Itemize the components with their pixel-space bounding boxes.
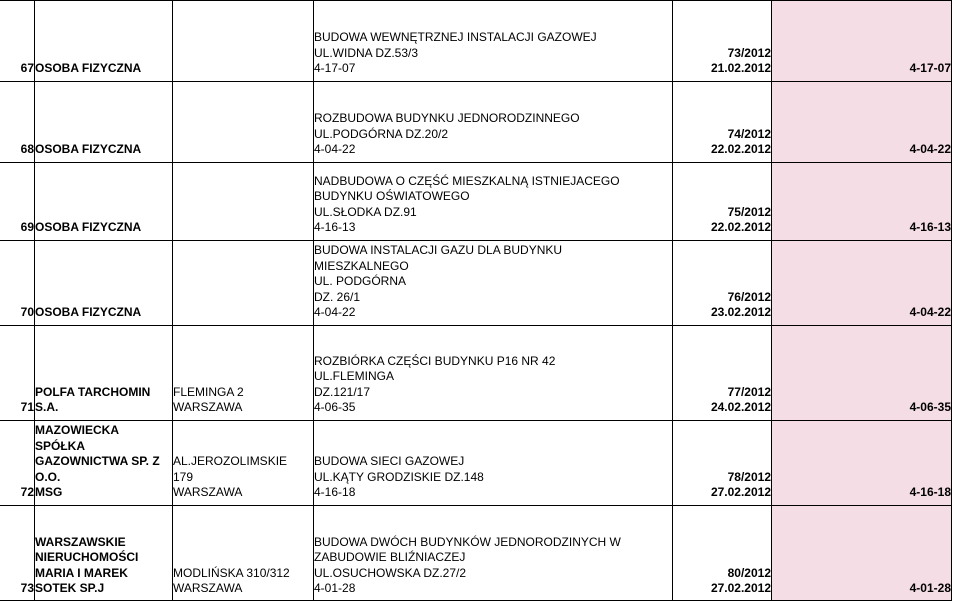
investor-cell-lines	[35, 385, 172, 416]
investor-cell-lines	[35, 61, 172, 77]
row-divider	[0, 240, 952, 241]
entry-number	[0, 420, 34, 505]
investor-cell	[35, 162, 172, 240]
address-cell	[173, 81, 313, 162]
investor-cell-line: SOTEK SP.J	[35, 581, 105, 596]
subject-cell	[314, 505, 672, 601]
subject-cell	[314, 420, 672, 505]
investor-cell-line: OSOBA FIZYCZNA	[35, 220, 142, 235]
subject-cell	[314, 0, 672, 81]
application-date	[673, 81, 771, 162]
address-cell	[173, 505, 313, 601]
subject-cell-lines	[314, 535, 672, 597]
address-cell-line: 179	[173, 469, 194, 484]
subject-cell-line: 4-16-18	[314, 485, 356, 500]
decision-cell	[772, 240, 951, 325]
subject-cell-line: 4-04-22	[314, 305, 356, 320]
decision-cell	[772, 81, 951, 162]
column-divider	[771, 0, 772, 601]
subject-cell-line: ROZBUDOWA BUDYNKU JEDNORODZINNEGO	[314, 111, 580, 126]
application-number-value: 75/2012	[727, 204, 771, 219]
investor-cell-line: GAZOWNICTWA SP. Z	[35, 454, 160, 469]
subject-cell-line: NADBUDOWA O CZĘŚĆ MIESZKALNĄ ISTNIEJACEGO	[314, 173, 620, 188]
investor-cell	[35, 240, 172, 325]
application-date-value: 24.02.2012	[710, 400, 771, 415]
application-date	[673, 420, 771, 505]
subject-cell-line: UL.OSUCHOWSKA DZ.27/2	[314, 565, 467, 580]
investor-cell-line: O.O.	[35, 469, 61, 484]
investor-cell-line: MAZOWIECKA	[35, 423, 119, 438]
decision-cell-value: 4-16-18	[909, 485, 951, 500]
application-date-value: 27.02.2012	[710, 581, 771, 596]
subject-cell	[314, 325, 672, 420]
investor-cell-lines	[35, 305, 172, 321]
subject-cell-lines	[314, 454, 672, 501]
row-divider	[0, 325, 952, 326]
application-number-value: 78/2012	[727, 469, 771, 484]
application-number-value: 80/2012	[727, 565, 771, 580]
entry-number	[0, 81, 34, 162]
subject-cell-line: BUDYNKU OŚWIATOWEGO	[314, 189, 470, 204]
row-divider	[0, 420, 952, 421]
application-date-value: 23.02.2012	[710, 305, 771, 320]
column-divider	[172, 0, 173, 601]
entry-number-value: 73	[20, 581, 34, 596]
decision-cell-value: 4-04-22	[909, 305, 951, 320]
entry-number	[0, 162, 34, 240]
investor-cell-line: S.A.	[35, 400, 59, 415]
investor-cell-lines	[35, 535, 172, 597]
subject-cell-line: ZABUDOWIE BLIŹNIACZEJ	[314, 550, 466, 565]
table-row	[0, 420, 960, 505]
subject-cell-lines	[314, 354, 672, 416]
application-date	[673, 240, 771, 325]
investor-cell-line: WARSZAWSKIE	[35, 534, 126, 549]
address-cell-line: WARSZAWA	[173, 485, 243, 500]
table-row	[0, 0, 960, 81]
subject-cell-line: BUDOWA SIECI GAZOWEJ	[314, 454, 465, 469]
application-date-value: 22.02.2012	[710, 220, 771, 235]
address-cell-lines	[173, 385, 313, 416]
entry-number	[0, 325, 34, 420]
entry-number-value: 68	[20, 142, 34, 157]
entry-number-value: 71	[20, 400, 34, 415]
row-divider	[0, 81, 952, 82]
address-cell	[173, 325, 313, 420]
investor-cell	[35, 0, 172, 81]
application-date	[673, 162, 771, 240]
application-number-value: 74/2012	[727, 126, 771, 141]
investor-cell-line: OSOBA FIZYCZNA	[35, 305, 142, 320]
subject-cell-line: DZ. 26/1	[314, 289, 361, 304]
subject-cell-lines	[314, 111, 672, 158]
investor-cell-line: OSOBA FIZYCZNA	[35, 142, 142, 157]
investor-cell-line: SPÓŁKA	[35, 438, 86, 453]
investor-cell-lines	[35, 142, 172, 158]
application-date-value: 27.02.2012	[710, 485, 771, 500]
table-row	[0, 505, 960, 601]
table-row	[0, 240, 960, 325]
address-cell-line: MODLIŃSKA 310/312	[173, 565, 290, 580]
application-number-value: 73/2012	[727, 45, 771, 60]
address-cell-line: FLEMINGA 2	[173, 384, 244, 399]
subject-cell-line: BUDOWA INSTALACJI GAZU DLA BUDYNKU	[314, 243, 563, 258]
subject-cell-line: 4-04-22	[314, 142, 356, 157]
subject-cell-line: BUDOWA DWÓCH BUDYNKÓW JEDNORODZINYCH W	[314, 534, 621, 549]
address-cell	[173, 420, 313, 505]
column-divider	[313, 0, 314, 601]
entry-number	[0, 505, 34, 601]
application-date	[673, 505, 771, 601]
subject-cell-line: MIESZKALNEGO	[314, 258, 409, 273]
subject-cell-line: 4-01-28	[314, 581, 356, 596]
table-row	[0, 81, 960, 162]
investor-cell-line: MSG	[35, 485, 63, 500]
investor-cell-line: NIERUCHOMOŚCI	[35, 550, 139, 565]
application-date	[673, 0, 771, 81]
subject-cell-line: DZ.121/17	[314, 384, 371, 399]
decision-cell	[772, 505, 951, 601]
entry-number-value: 72	[20, 485, 34, 500]
address-cell-line: WARSZAWA	[173, 581, 243, 596]
row-divider	[0, 0, 952, 1]
entry-number	[0, 240, 34, 325]
subject-cell-line: ROZBIÓRKA CZĘŚCI BUDYNKU P16 NR 42	[314, 353, 556, 368]
decision-cell-value: 4-06-35	[909, 400, 951, 415]
subject-cell	[314, 162, 672, 240]
decision-cell	[772, 420, 951, 505]
subject-cell-line: UL.WIDNA DZ.53/3	[314, 45, 419, 60]
decision-cell-value: 4-04-22	[909, 142, 951, 157]
investor-cell-lines	[35, 220, 172, 236]
entry-number-value: 67	[20, 61, 34, 76]
decision-cell	[772, 0, 951, 81]
address-cell-line: WARSZAWA	[173, 400, 243, 415]
column-divider	[34, 0, 35, 601]
subject-cell	[314, 240, 672, 325]
entry-number-value: 70	[20, 305, 34, 320]
application-date-value: 22.02.2012	[710, 142, 771, 157]
address-cell-lines	[173, 566, 313, 597]
application-date-value: 21.02.2012	[710, 61, 771, 76]
column-divider	[672, 0, 673, 601]
investor-cell	[35, 325, 172, 420]
decision-cell-value: 4-17-07	[909, 61, 951, 76]
subject-cell-lines	[314, 174, 672, 236]
address-cell-line: AL.JEROZOLIMSKIE	[173, 454, 288, 469]
investor-cell-lines	[35, 423, 172, 501]
investor-cell-line: POLFA TARCHOMIN	[35, 384, 151, 399]
investor-cell	[35, 420, 172, 505]
column-divider	[951, 0, 952, 601]
decision-cell	[772, 325, 951, 420]
subject-cell-line: 4-17-07	[314, 61, 356, 76]
row-divider	[0, 162, 952, 163]
address-cell-lines	[173, 454, 313, 501]
table-row	[0, 162, 960, 240]
application-number-value: 77/2012	[727, 384, 771, 399]
application-number-value: 76/2012	[727, 289, 771, 304]
investor-cell	[35, 505, 172, 601]
entry-number	[0, 0, 34, 81]
decision-cell-value: 4-16-13	[909, 220, 951, 235]
row-divider	[0, 505, 952, 506]
application-date	[673, 325, 771, 420]
subject-cell-line: UL.SŁODKA DZ.91	[314, 204, 417, 219]
subject-cell-line: UL.KĄTY GRODZISKIE DZ.148	[314, 469, 484, 484]
table-row	[0, 325, 960, 420]
subject-cell-line: UL.FLEMINGA	[314, 369, 395, 384]
decision-cell-value: 4-01-28	[909, 581, 951, 596]
investor-cell-line: MARIA I MAREK	[35, 565, 128, 580]
subject-cell-line: UL.PODGÓRNA DZ.20/2	[314, 126, 449, 141]
decision-cell	[772, 162, 951, 240]
address-cell	[173, 240, 313, 325]
subject-cell	[314, 81, 672, 162]
investor-cell-line: OSOBA FIZYCZNA	[35, 61, 142, 76]
subject-cell-line: UL. PODGÓRNA	[314, 274, 407, 289]
subject-cell-line: BUDOWA WEWNĘTRZNEJ INSTALACJI GAZOWEJ	[314, 30, 597, 45]
subject-cell-lines	[314, 243, 672, 321]
subject-cell-lines	[314, 30, 672, 77]
address-cell	[173, 162, 313, 240]
subject-cell-line: 4-16-13	[314, 220, 356, 235]
subject-cell-line: 4-06-35	[314, 400, 356, 415]
address-cell	[173, 0, 313, 81]
investor-cell	[35, 81, 172, 162]
entry-number-value: 69	[20, 220, 34, 235]
